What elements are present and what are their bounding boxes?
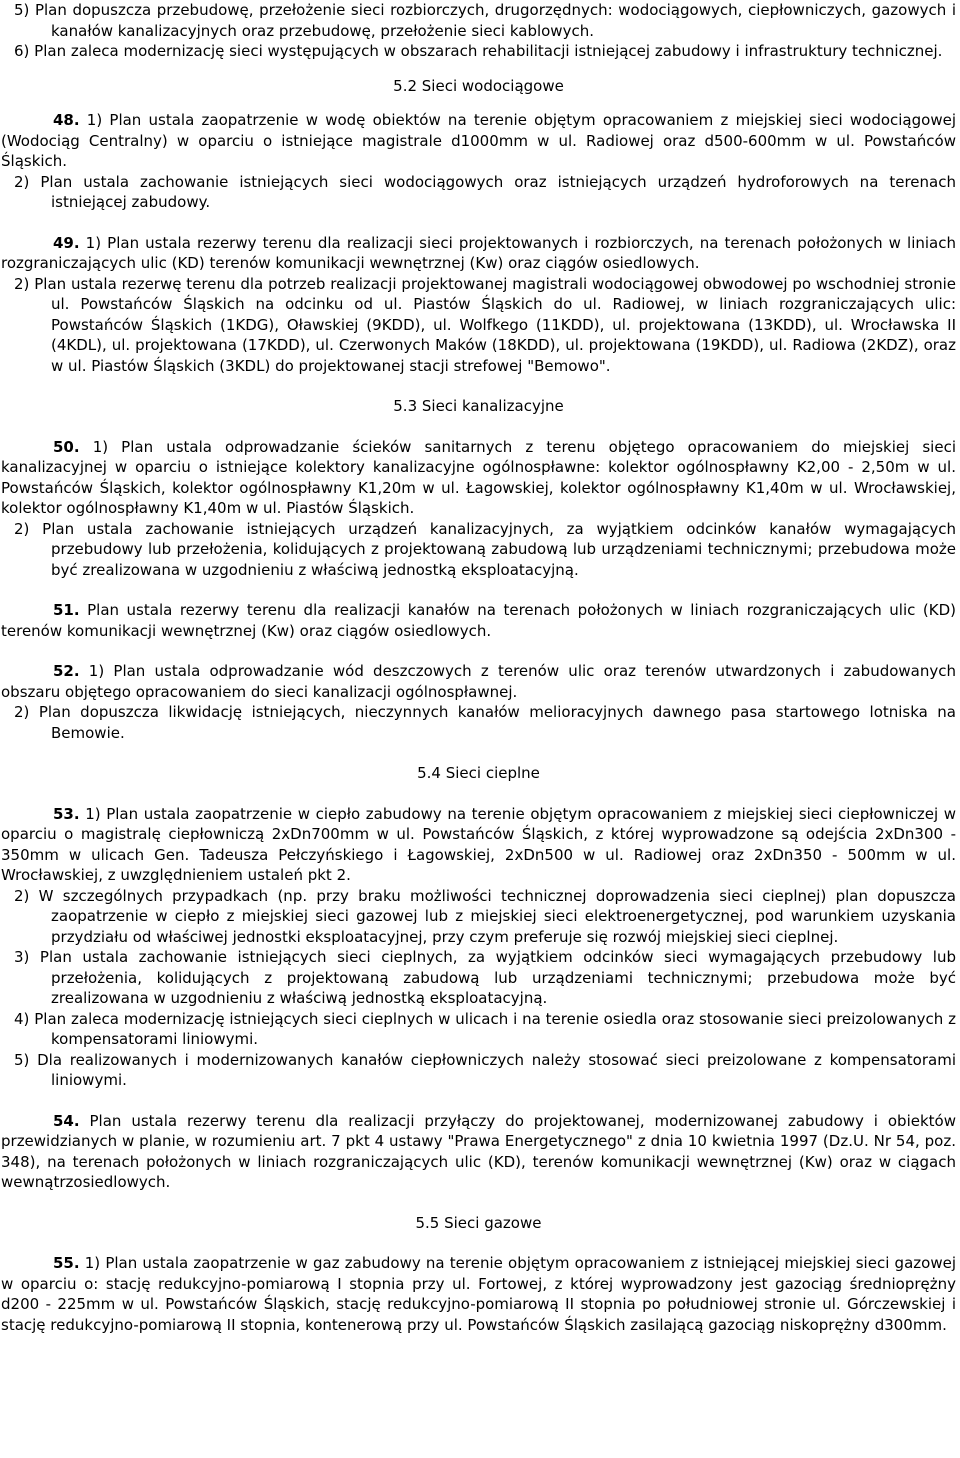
paragraph-53-point-2: 2) W szczególnych przypadkach (np. przy braku możliwości technicznej doprowadzenia sieci cieplnej) plan dopuszcza zaopatrzenie w ciepło z miejskiej sieci gazowej lub z miejskiej sieci elektroenergetycznej, pod warunkiem uzyskania przydziału od właściwej jednostki eksploatacyjnej, przy czym preferuje się rozwój miejskiej sieci cieplnej. [14, 886, 956, 946]
item-5-plan-dopuszcza: 5) Plan dopuszcza przebudowę, przełożenie sieci rozbiorczych, drugorzędnych: wodociągowych, ciepłowniczych, gazowych i kanałów kanalizacyjnych oraz przebudowę, przełożenie sieci kablowych. [14, 1, 956, 40]
paragraph-number-54: 54. [53, 1111, 80, 1130]
paragraph-number-55: 55. [53, 1254, 80, 1272]
section-title-5-2: 5.2 Sieci wodociągowe [393, 76, 564, 95]
paragraph-53-point-1 [1, 804, 956, 886]
paragraph-51-text: Plan ustala rezerwy terenu dla realizacji kanałów na terenach położonych w liniach rozgraniczających ulic (KD) terenów komunikacji wewnętrznej (Kw) oraz ciągów osiedlowych. [1, 601, 956, 640]
paragraph-49-point-2: 2) Plan ustala rezerwę terenu dla potrzeb realizacji projektowanej magistrali wodociągowej obwodowej po wschodniej stronie ul. Powstańców Śląskich na odcinku od ul. Piastów Śląskich do ul. Radiowej, w liniach rozgraniczających ulic: Powstańców Śląskich (1KDG), Oławskiej (9KDD), ul. Wolfkego (11KDD), ul. projektowana (13KDD), ul. Wrocławska II (4KDL), ul. projektowana (17KDD), ul. Czerwonych Maków (18KDD), ul. projektowana (19KDD), ul. Radiowa (2KDZ), oraz w ul. Piastów Śląskich (3KDL) do projektowanej stacji strefowej "Bemowo". [14, 274, 956, 375]
section-title-5-3: 5.3 Sieci kanalizacyjne [393, 397, 564, 415]
paragraph-50-text-1: 1) Plan ustala odprowadzanie ścieków sanitarnych z terenu objętego opracowaniem do miejskiej sieci kanalizacyjnej w oparciu o istniejące kolektory kanalizacyjne ogólnospławne: kolektor ogólnospławny K2,00 - 2,50m w ul. Powstańców Śląskich, kolektor ogólnospławny K1,20m w ul. Łagowskiej, kolektor ogólnospławny K1,40m w ul. Wrocławskiej, kolektor ogólnospławny K1,40m w ul. Piastów Śląskich. [1, 437, 956, 517]
paragraph-48-point-2: 2) Plan ustala zachowanie istniejących sieci wodociągowych oraz istniejących urządzeń hydroforowych na terenach istniejącej zabudowy. [14, 172, 956, 211]
paragraph-number-52: 52. [53, 662, 80, 680]
paragraph-53-point-5: 5) Dla realizowanych i modernizowanych kanałów ciepłowniczych należy stosować sieci preizolowane z kompensatorami liniowymi. [14, 1050, 956, 1089]
paragraph-number-50: 50. [53, 437, 80, 456]
paragraph-52-point-1 [1, 661, 956, 702]
paragraph-48-text-1: 1) Plan ustala zaopatrzenie w wodę obiektów na terenie objętym opracowaniem z miejskiej sieci wodociągowej (Wodociąg Centralny) w oparciu o istniejące magistrale d1000mm w ul. Radiowej oraz d500-600mm w ul. Powstańców Śląskich. [1, 111, 956, 170]
paragraph-51 [1, 600, 956, 641]
paragraph-54-text: Plan ustala rezerwy terenu dla realizacji przyłączy do projektowanej, modernizowanej zabudowy i obiektów przewidzianych w planie, w rozumieniu art. 7 pkt 4 ustawy "Prawa Energetycznego" z dnia 10 kwietnia 1997 (Dz.U. Nr 54, poz. 348), na terenach położonych w liniach rozgraniczających ulic (KD), terenów komunikacji wewnętrznej (Kw) oraz w ciągach wewnątrzosiedlowych. [1, 1111, 956, 1191]
section-title-5-4: 5.4 Sieci cieplne [417, 764, 540, 782]
paragraph-50-point-1 [1, 437, 956, 519]
paragraph-49-text-1: 1) Plan ustala rezerwy terenu dla realizacji sieci projektowanych i rozbiorczych, na terenach położonych w liniach rozgraniczających ulic (KD) terenów komunikacji wewnętrznej (Kw) oraz ciągów osiedlowych. [1, 233, 956, 272]
paragraph-number-51: 51. [53, 601, 80, 619]
paragraph-53-point-4: 4) Plan zaleca modernizację istniejących sieci cieplnych w ulicach i na terenie osiedla oraz stosowanie sieci preizolowanych z kompensatorami liniowymi. [14, 1009, 956, 1048]
paragraph-number-53: 53. [53, 804, 80, 823]
paragraph-53-point-3: 3) Plan ustala zachowanie istniejących sieci cieplnych, za wyjątkiem odcinków sieci wymagających przebudowy lub przełożenia, kolidujących z projektowaną zabudową lub urządzeniami technicznymi; przebudowa może być zrealizowana w uzgodnieniu z właściwą jednostką eksploatacyjną. [14, 948, 956, 1007]
paragraph-55-text-1: 1) Plan ustala zaopatrzenie w gaz zabudowy na terenie objętym opracowaniem z istniejącej miejskiej sieci gazowej w oparciu o: stację redukcyjno-pomiarową I stopnia przy ul. Fortowej, z której wyprowadzony jest gazociąg średnioprężny d200 - 225mm w ul. Powstańców Śląskich, stację redukcyjno-pomiarową II stopnia po południowej stronie ul. Górczewskiej i stację redukcyjno-pomiarową II stopnia, kontenerową przy ul. Powstańców Śląskich zasilającą gazociąg niskoprężny d300mm. [1, 1254, 956, 1334]
paragraph-52-point-2: 2) Plan dopuszcza likwidację istniejących, nieczynnych kanałów melioracyjnych dawnego pasa startowego lotniska na Bemowie. [14, 703, 956, 742]
paragraph-52-text-1: 1) Plan ustala odprowadzanie wód deszczowych z terenów ulic oraz terenów utwardzonych i zabudowanych obszaru objętego opracowaniem do sieci kanalizacji ogólnospławnej. [1, 662, 956, 701]
section-title-5-5: 5.5 Sieci gazowe [415, 1213, 542, 1232]
paragraph-number-49: 49. [53, 233, 80, 252]
paragraph-50-point-2: 2) Plan ustala zachowanie istniejących urządzeń kanalizacyjnych, za wyjątkiem odcinków kanałów wymagających przebudowy lub przełożenia, kolidujących z projektowaną zabudową lub urządzeniami technicznymi; przebudowa może być zrealizowana w uzgodnieniu z właściwą jednostką eksploatacyjną. [14, 519, 956, 579]
paragraph-54 [1, 1111, 956, 1193]
paragraph-48-point-1 [1, 110, 956, 172]
paragraph-49-point-1 [1, 233, 956, 274]
paragraph-number-48: 48. [53, 111, 80, 129]
paragraph-55-point-1 [1, 1253, 956, 1335]
paragraph-53-text-1: 1) Plan ustala zaopatrzenie w ciepło zabudowy na terenie objętym opracowaniem z miejskiej sieci ciepłowniczej w oparciu o magistralę ciepłowniczą 2xDn700mm w ul. Powstańców Śląskich, z której wyprowadzone są odejścia 2xDn300 - 350mm w ulicach Gen. Tadeusza Pełczyńskiego i Łagowskiej, 2xDn500 w ul. Radiowej oraz 2xDn350 - 500mm w ul. Wrocławskiej, z uwzględnieniem ustaleń pkt 2. [1, 804, 957, 884]
item-6-plan-zaleca: 6) Plan zaleca modernizację sieci występujących w obszarach rehabilitacji istniejącej zabudowy i infrastruktury technicznej. [14, 42, 943, 60]
